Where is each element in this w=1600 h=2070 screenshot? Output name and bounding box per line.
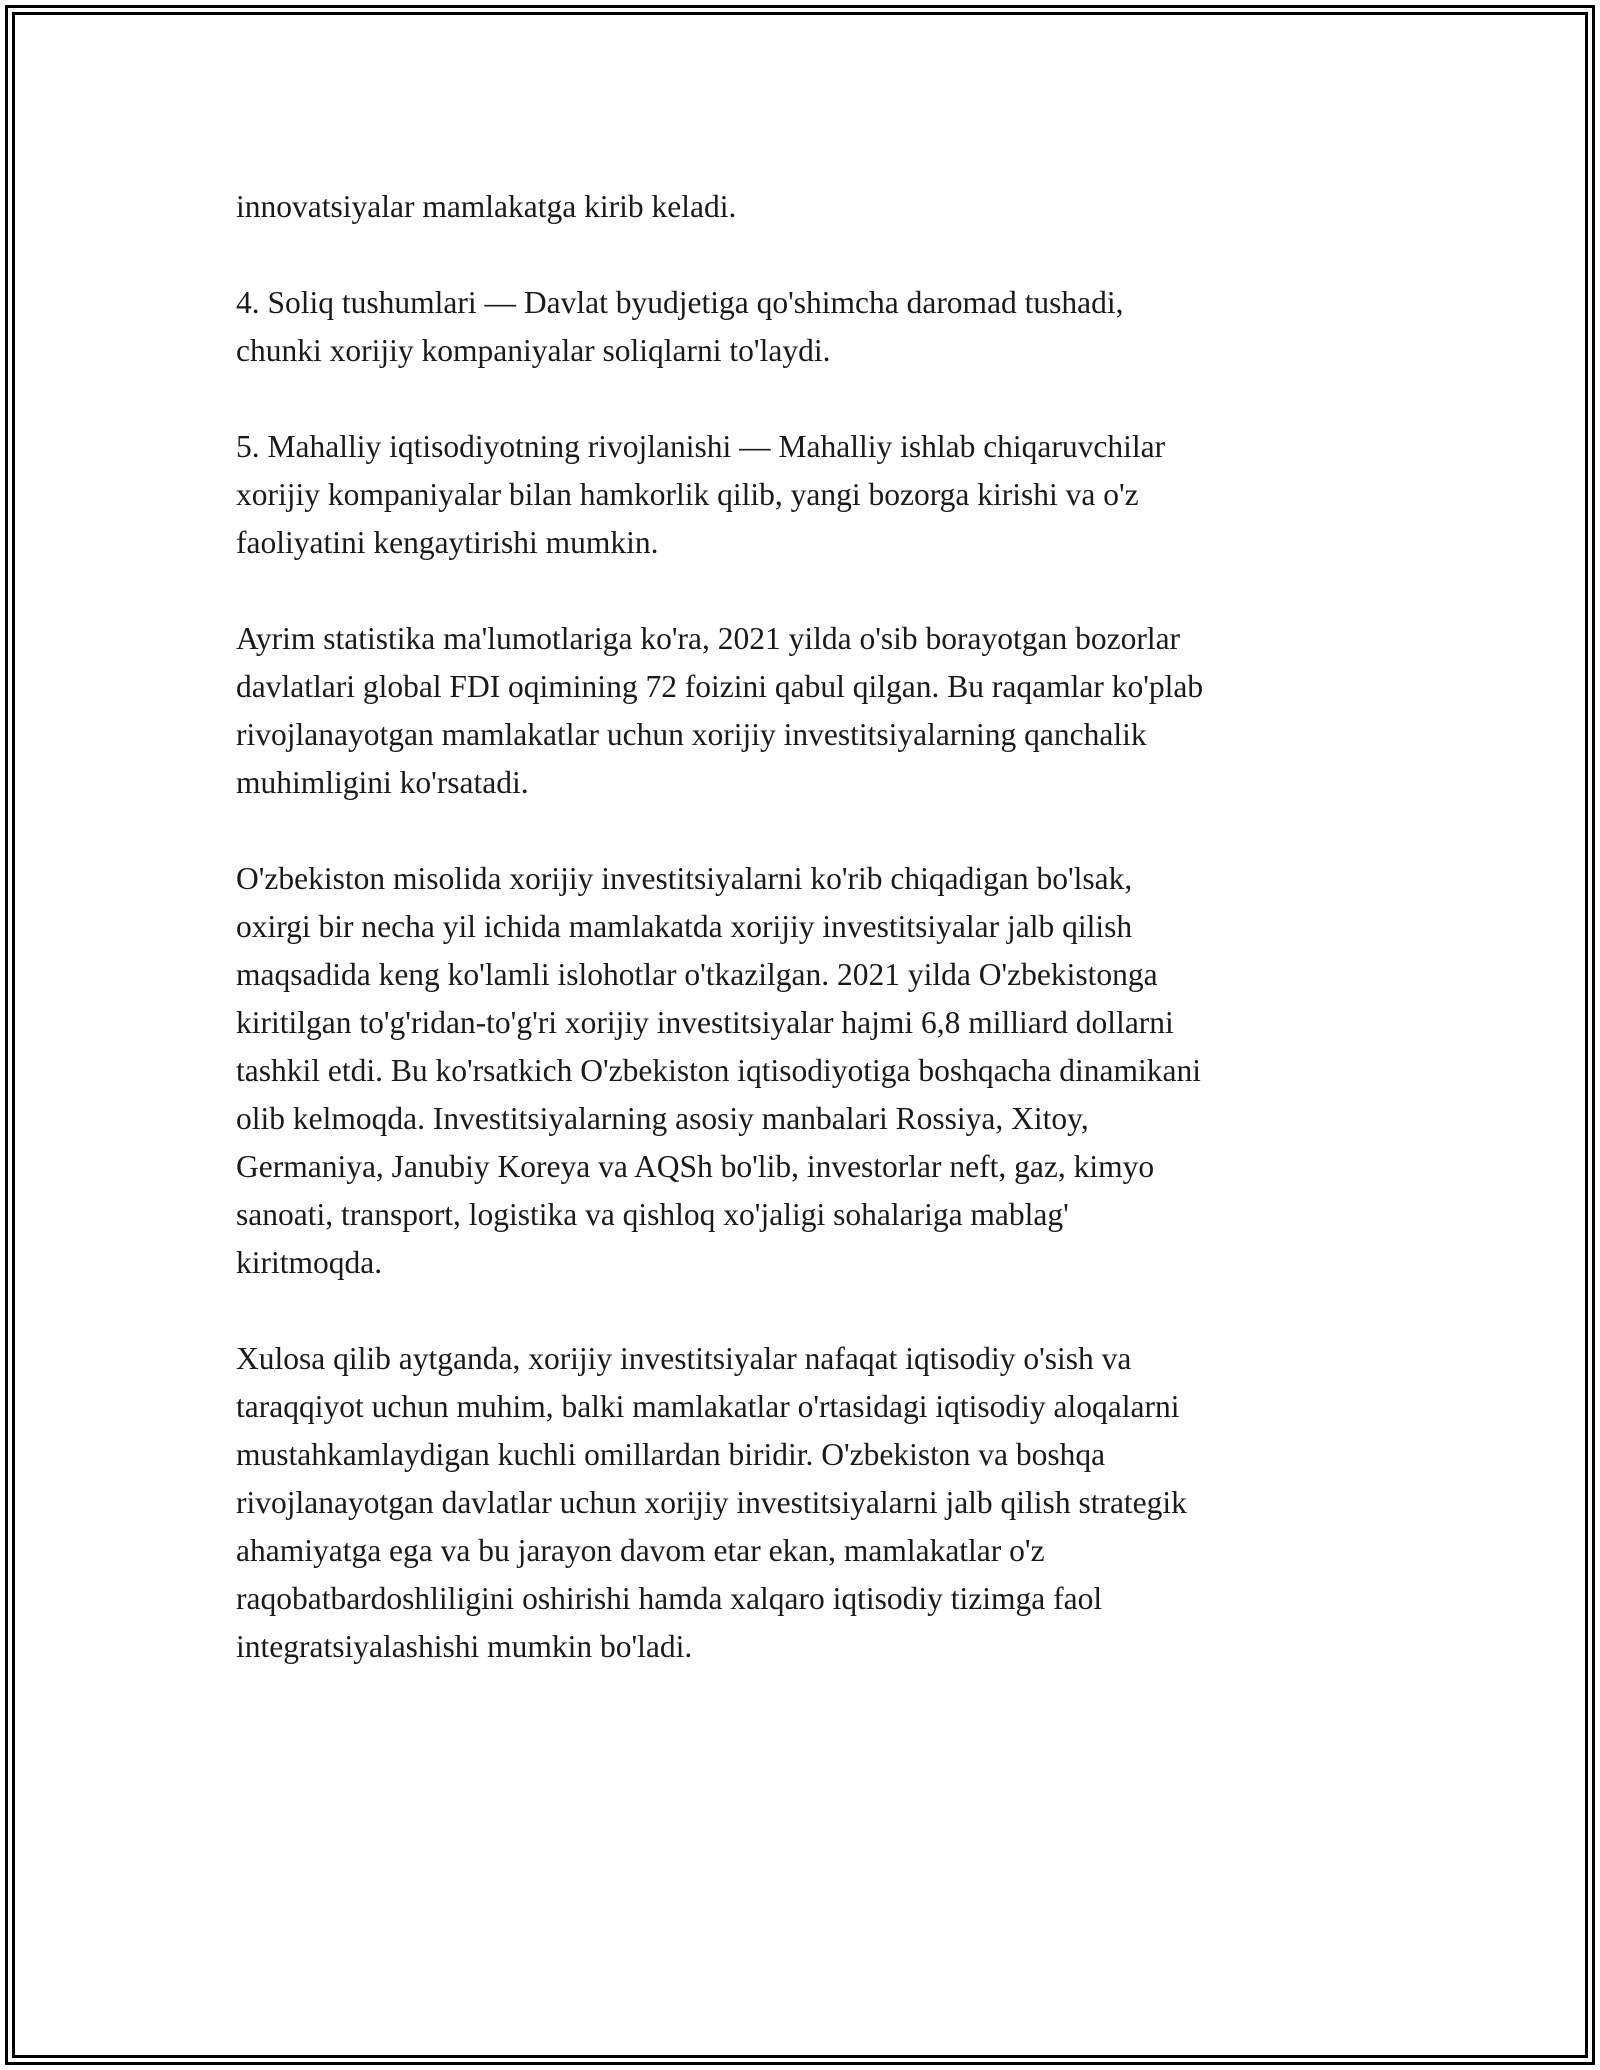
paragraph-innovations-continuation: innovatsiyalar mamlakatga kirib keladi.	[236, 189, 737, 224]
paragraph-statistics: Ayrim statistika ma'lumotlariga ko'ra, 2021 yilda o'sib borayotgan bozorlar davlatlari global FDI oqimining 72 foizini qabul qilgan. Bu raqamlar ko'plab rivojlanayotgan mamlakatlar uchun xorijiy investitsiyalarning qanchalik muhimligini ko'rsatadi.	[236, 621, 1204, 800]
paragraph-uzbekistan-example: O'zbekiston misolida xorijiy investitsiyalarni ko'rib chiqadigan bo'lsak, oxirgi bir necha yil ichida mamlakatda xorijiy investitsiyalar jalb qilish maqsadida keng ko'lamli islohotlar o'tkazilgan. 2021 yilda O'zbekistonga kiritilgan to'g'ridan-to'g'ri xorijiy investitsiyalar hajmi 6,8 milliard dollarni tashkil etdi. Bu ko'rsatkich O'zbekiston iqtisodiyotiga boshqacha dinamikani olib kelmoqda. Investitsiyalarning asosiy manbalari Rossiya, Xitoy, Germaniya, Janubiy Koreya va AQSh bo'lib, investorlar neft, gaz, kimyo sanoati, transport, logistika va qishloq xo'jaligi sohalariga mablag' kiritmoqda.	[236, 861, 1201, 1280]
paragraph-tax-revenues: 4. Soliq tushumlari — Davlat byudjetiga qo'shimcha daromad tushadi, chunki xorijiy kompaniyalar soliqlarni to'laydi.	[236, 285, 1124, 368]
paragraph-conclusion: Xulosa qilib aytganda, xorijiy investitsiyalar nafaqat iqtisodiy o'sish va taraqqiyot uchun muhim, balki mamlakatlar o'rtasidagi iqtisodiy aloqalarni mustahkamlaydigan kuchli omillardan biridir. O'zbekiston va boshqa rivojlanayotgan davlatlar uchun xorijiy investitsiyalarni jalb qilish strategik ahamiyatga ega va bu jarayon davom etar ekan, mamlakatlar o'z raqobatbardoshliligini oshirishi hamda xalqaro iqtisodiy tizimga faol integratsiyalashishi mumkin bo'ladi.	[236, 1341, 1187, 1664]
paragraph-local-economy: 5. Mahalliy iqtisodiyotning rivojlanishi — Mahalliy ishlab chiqaruvchilar xorijiy kompaniyalar bilan hamkorlik qilib, yangi bozorga kirishi va o'z faoliyatini kengaytirishi mumkin.	[236, 429, 1166, 560]
document-body	[236, 183, 1366, 1671]
